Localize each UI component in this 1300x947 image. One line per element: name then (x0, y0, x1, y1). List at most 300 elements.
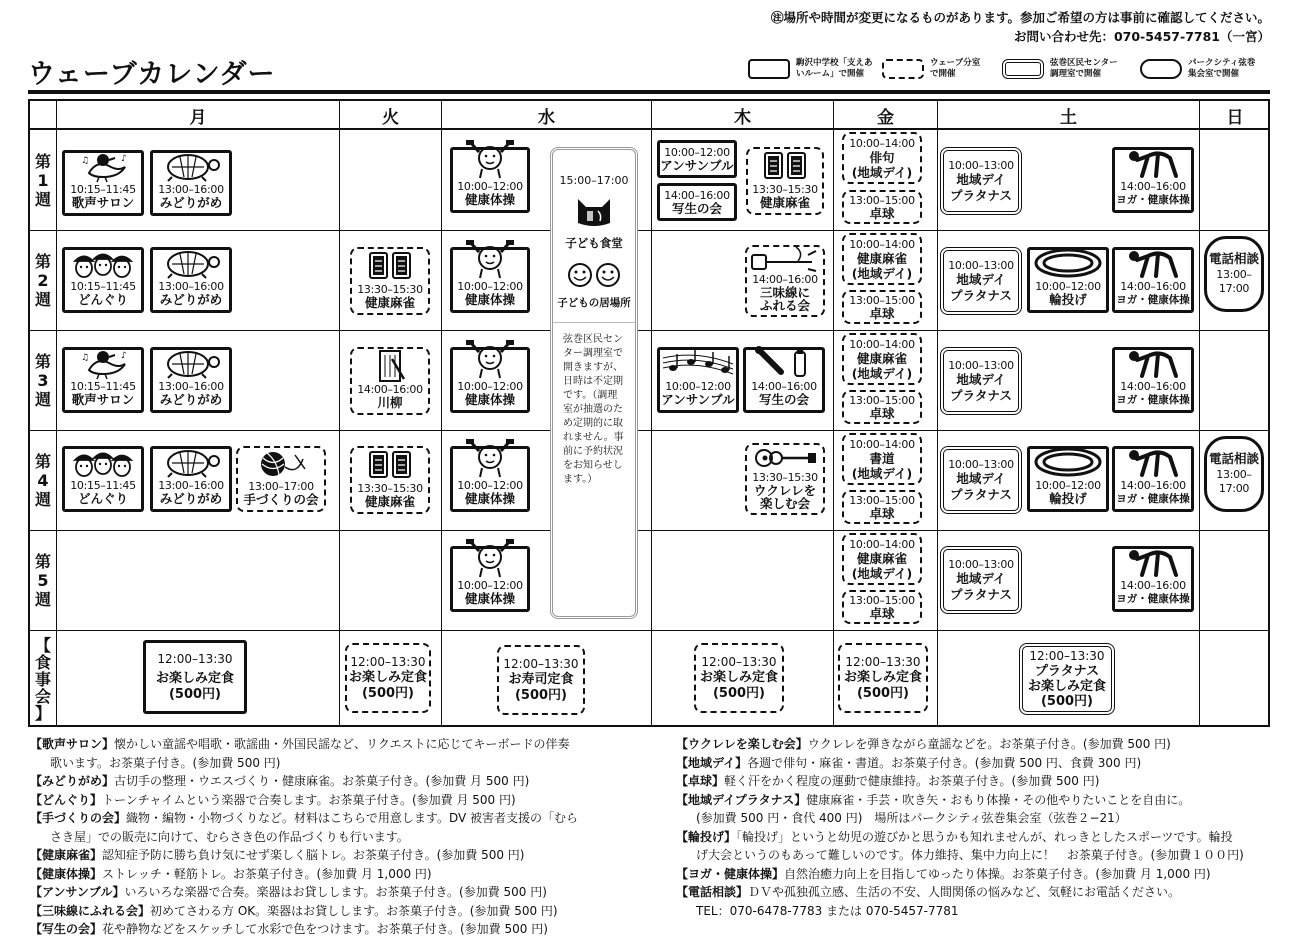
event-time: 13:00–15:00 (849, 193, 915, 207)
description-text: 歌います。お茶菓子付き。(参加費 500 円) (50, 755, 281, 770)
legend-solid (748, 58, 873, 80)
event-time: 10:00–13:00 (948, 258, 1014, 272)
week-header-1: 第 1 週 (34, 151, 51, 209)
event-takkyu[interactable] (842, 590, 922, 624)
event-platanus[interactable] (940, 247, 1022, 315)
event-donguri[interactable] (62, 446, 144, 512)
day-header-fri: 金 (877, 107, 894, 128)
svg-text:♪: ♪ (121, 154, 127, 164)
shamisen-icon (747, 243, 823, 273)
event-time: 10:00–12:00 (457, 380, 523, 393)
rings-icon (1030, 445, 1106, 479)
event-name: ヨガ・健康体操 (1116, 294, 1190, 306)
descriptions-right (676, 735, 1244, 920)
event-time: 10:00–14:00 (849, 337, 915, 351)
exercise-icon (453, 240, 527, 280)
description-row (30, 735, 578, 754)
meal-time: 12:00–13:30 (701, 654, 777, 669)
meal-thu[interactable] (694, 643, 784, 713)
event-name: 健康麻雀 (地域デイ) (851, 350, 913, 381)
event-name: 卓球 (869, 305, 895, 321)
event-name: 歌声サロン (71, 392, 135, 407)
description-text: ＤＶや孤独孤立感、生活の不安、人間関係の悩みなど、気軽にお電話ください。 (748, 885, 1181, 899)
event-time: 13:00–16:00 (158, 280, 224, 293)
turtle-icon (153, 246, 229, 280)
event-name: 電話相談 (1208, 251, 1259, 266)
event-time: 10:00–14:00 (849, 237, 915, 251)
event-name: ヨガ・健康体操 (1116, 593, 1190, 605)
event-time: 10:15–11:45 (70, 280, 136, 293)
description-row (30, 809, 578, 828)
description-text: さき屋」での販売に向けて、むらさき色の作品づくりも行います。 (50, 829, 409, 844)
description-text: 軽く汗をかく程度の運動で健康維持。お茶菓子付き。(参加費 500 円) (724, 774, 1100, 788)
event-yoga[interactable] (1112, 147, 1194, 213)
description-text: いろいろな楽器で合奏。楽器はお貸しします。お茶菓子付き。(参加費 500 円) (124, 885, 547, 899)
event-shodo[interactable] (842, 433, 922, 485)
event-name: 写生の会 (671, 200, 722, 216)
event-time: 13:00–15:00 (849, 393, 915, 407)
event-name: 川柳 (377, 395, 403, 410)
event-name: みどりがめ (159, 392, 223, 407)
event-time: 10:00–13:00 (948, 158, 1014, 172)
kodomo-time: 15:00–17:00 (559, 174, 629, 187)
description-label: 【手づくりの会】 (30, 811, 127, 825)
event-wanage[interactable] (1027, 446, 1109, 512)
description-label: 【卓球】 (676, 774, 725, 788)
grid-line (1199, 101, 1200, 725)
description-row (30, 846, 578, 865)
event-time: 13:30–15:30 (752, 471, 818, 484)
event-mahjong[interactable] (746, 147, 824, 215)
description-text: ウクレレを弾きながら童謡などを。お茶菓子付き。(参加費 500 円) (807, 737, 1171, 751)
description-text: 認知症予防に勝ち負け気にせず楽しく脳トレ。お茶菓子付き。(参加費 500 円) (102, 848, 525, 862)
event-name: 健康体操 (464, 591, 515, 606)
description-row (676, 735, 1244, 754)
meal-time: 12:00–13:30 (157, 651, 233, 666)
event-name: ヨガ・健康体操 (1116, 493, 1190, 505)
turtle-icon (153, 445, 229, 479)
event-name: みどりがめ (159, 195, 223, 210)
event-wanage[interactable] (1027, 247, 1109, 313)
legend-dash-label: ウェーブ分室 で開催 (930, 58, 981, 79)
description-text: 織物・編物・小物づくりなど。材料はこちらで用意します。DV 被害者支援の「むら (126, 811, 578, 825)
event-time: 13:00– 17:00 (1216, 468, 1252, 495)
description-row (676, 846, 1244, 865)
event-yoga[interactable] (1112, 347, 1194, 413)
event-time: 13:00–16:00 (158, 479, 224, 492)
event-kasei-salon[interactable] (62, 150, 144, 216)
description-text: ストレッチ・軽筋トレ。お茶菓子付き。(参加費 月 1,000 円) (102, 866, 432, 881)
event-time: 13:00–16:00 (158, 380, 224, 393)
description-row (30, 902, 578, 921)
event-time: 10:00–13:00 (948, 457, 1014, 471)
description-label: 【三味線にふれる会】 (30, 903, 151, 918)
event-time: 10:00–14:00 (849, 437, 915, 451)
meal-name: お楽しみ定食 (500円) (348, 669, 427, 701)
yoga-icon (1115, 346, 1191, 380)
event-name: アンサンブル (660, 157, 734, 173)
grid-line (833, 101, 834, 725)
event-name: 電話相談 (1208, 451, 1259, 466)
event-taiso[interactable] (450, 446, 530, 512)
event-platanus[interactable] (940, 546, 1022, 614)
day-header-wed: 水 (538, 107, 555, 128)
day-header-sat: 土 (1060, 107, 1077, 128)
legend-solid-swatch (748, 59, 790, 79)
description-row (676, 754, 1244, 773)
description-label: 【写生の会】 (30, 922, 103, 936)
meal-time: 12:00–13:30 (845, 654, 921, 669)
bird-icon (65, 346, 141, 380)
event-name: 健康体操 (464, 192, 515, 207)
description-text: 各週で俳句・麻雀・書道。お茶菓子付き。(参加費 500 円、食費 300 円) (747, 755, 1142, 770)
event-time: 13:30–15:30 (752, 183, 818, 196)
description-label: 【アンサンブル】 (30, 885, 125, 899)
event-time: 14:00–16:00 (357, 383, 423, 396)
description-row (30, 920, 578, 939)
event-time: 10:00–12:00 (1035, 280, 1101, 293)
event-time: 14:00–16:00 (1120, 180, 1186, 193)
event-midorigame[interactable] (150, 247, 232, 313)
event-time: 10:15–11:45 (70, 479, 136, 492)
event-taiso[interactable] (450, 546, 530, 612)
description-row (676, 791, 1244, 810)
yoga-icon (1115, 445, 1191, 479)
event-time: 10:00–14:00 (849, 136, 915, 150)
acorn-icon (65, 445, 141, 479)
svg-text:♫: ♫ (81, 156, 90, 166)
description-text: げ大会というのもあって難しいのです。体力維持、集中力向上に！ お茶菓子付き。(参加費１００円) (696, 848, 1244, 862)
event-time: 13:00–15:00 (849, 293, 915, 307)
description-row (30, 772, 578, 791)
event-shamisen[interactable] (745, 245, 825, 317)
cat-icon (574, 193, 614, 231)
event-midorigame[interactable] (150, 347, 232, 413)
event-time: 14:00–16:00 (752, 273, 818, 286)
event-time: 10:00–12:00 (1035, 479, 1101, 492)
notice (771, 8, 1270, 46)
event-name: ヨガ・健康体操 (1116, 194, 1190, 206)
event-name: 健康麻雀 (759, 195, 810, 210)
meal-name: お楽しみ定食 (500円) (155, 670, 234, 702)
event-takkyu[interactable] (842, 290, 922, 324)
description-row (30, 883, 578, 902)
event-name: 卓球 (869, 205, 895, 221)
event-mahjong-chiiki[interactable] (842, 333, 922, 385)
meal-time: 12:00–13:30 (1029, 649, 1105, 663)
smile-icon (566, 261, 622, 293)
event-name: 健康麻雀 (地域デイ) (851, 250, 913, 281)
contact-line: お問い合わせ先：070-5457-7781（一宮） (1013, 29, 1270, 44)
event-name: 健康麻雀 (地域デイ) (851, 550, 913, 581)
kodomo-shokudo-panel[interactable] (550, 147, 638, 619)
description-label: 【ウクレレを楽しむ会】 (676, 737, 808, 751)
event-time: 13:00–17:00 (248, 480, 314, 493)
grid-line (339, 101, 340, 725)
event-mahjong[interactable] (350, 247, 430, 315)
mahjong-icon (352, 249, 428, 283)
event-time: 13:30–15:30 (357, 283, 423, 296)
event-time: 10:00–12:00 (664, 145, 730, 159)
description-text: 花や静物などをスケッチして水彩で色をつけます。お茶菓子付き。(参加費 500 円) (102, 922, 548, 936)
description-label: 【健康体操】 (30, 866, 103, 881)
event-midorigame[interactable] (150, 150, 232, 216)
exercise-icon (453, 140, 527, 180)
description-row (676, 772, 1244, 791)
meal-name: プラタナス お楽しみ定食 (500円) (1027, 664, 1106, 709)
event-name: アンサンブル (661, 392, 735, 407)
event-name: 輪投げ (1049, 292, 1087, 307)
event-name: 書道 (地域デイ) (851, 450, 913, 481)
event-yoga[interactable] (1112, 247, 1194, 313)
event-name: 地域デイ プラタナス (950, 371, 1012, 403)
event-name: 健康麻雀 (364, 295, 415, 310)
grid-line (30, 630, 1268, 631)
event-time: 10:00–12:00 (457, 180, 523, 193)
acorn-icon (65, 246, 141, 280)
legend-round-swatch (1140, 59, 1182, 79)
grid-line (30, 230, 1268, 231)
event-time: 10:00–12:00 (665, 380, 731, 393)
week-header-5: 第 5 週 (34, 552, 51, 609)
turtle-icon (153, 346, 229, 380)
event-shasei[interactable] (743, 347, 825, 413)
exercise-icon (453, 439, 527, 479)
description-label: 【地域デイプラタナス】 (676, 792, 807, 807)
event-takkyu[interactable] (842, 490, 922, 524)
event-time: 10:15–11:45 (70, 380, 136, 393)
description-row (676, 828, 1244, 847)
event-time: 13:00–15:00 (849, 493, 915, 507)
event-name: 健康体操 (464, 491, 515, 506)
description-label: 【電話相談】 (676, 885, 749, 899)
description-row (676, 902, 1244, 921)
event-platanus[interactable] (940, 446, 1022, 514)
event-name: ヨガ・健康体操 (1116, 394, 1190, 406)
event-time: 10:00–13:00 (948, 358, 1014, 372)
description-label: 【どんぐり】 (30, 792, 103, 807)
event-name: 三味線に ふれる会 (759, 285, 810, 313)
description-row (30, 828, 578, 847)
event-name: どんぐり (77, 491, 128, 506)
title-underline (28, 90, 1270, 94)
legend-round (1140, 58, 1255, 80)
grid-line (937, 101, 938, 725)
grid-line (30, 530, 1268, 531)
event-donguri[interactable] (62, 247, 144, 313)
meal-time: 12:00–13:30 (503, 656, 579, 671)
description-text: 「輪投げ」というと幼児の遊びかと思うかも知れませんが、れっきとしたスポーツです。輪投 (736, 829, 1233, 844)
event-time: 14:00–16:00 (664, 188, 730, 202)
music-notes-icon (660, 350, 736, 380)
event-haiku[interactable] (842, 132, 922, 184)
grid-line (651, 101, 652, 725)
meal-name: お楽しみ定食 (500円) (843, 669, 922, 701)
rings-icon (1030, 246, 1106, 280)
event-taiso[interactable] (450, 147, 530, 213)
event-ensemble[interactable] (657, 140, 737, 178)
event-name: 地域デイ プラタナス (950, 470, 1012, 502)
event-time: 10:00–12:00 (457, 479, 523, 492)
day-header-mon: 月 (189, 107, 207, 128)
event-time: 14:00–16:00 (1120, 579, 1186, 592)
meal-name: お寿司定食 (500円) (508, 671, 574, 703)
day-header-sun: 日 (1226, 107, 1244, 128)
legend-double-label: 弦巻区民センター 調理室で開催 (1050, 58, 1118, 79)
bird-icon (65, 149, 141, 183)
event-takkyu[interactable] (842, 390, 922, 424)
turtle-icon (153, 149, 229, 183)
yoga-icon (1115, 246, 1191, 280)
grid-line (30, 430, 1268, 431)
event-denwa[interactable] (1204, 236, 1264, 312)
event-time: 14:00–16:00 (1120, 479, 1186, 492)
description-label: 【歌声サロン】 (30, 737, 115, 751)
event-name: みどりがめ (159, 292, 223, 307)
event-name: どんぐり (77, 292, 128, 307)
meal-wed[interactable] (497, 645, 585, 715)
event-time: 13:30–15:30 (357, 482, 423, 495)
event-name: 歌声サロン (71, 195, 135, 210)
event-time: 13:00–15:00 (849, 593, 915, 607)
event-name: ウクレレを 楽しむ会 (753, 483, 817, 511)
description-label: 【ヨガ・健康体操】 (676, 866, 785, 881)
event-platanus[interactable] (940, 347, 1022, 415)
event-ensemble[interactable] (657, 347, 739, 413)
mahjong-icon (352, 448, 428, 482)
event-name: 地域デイ プラタナス (950, 570, 1012, 602)
description-text: 懐かしい童謡や唱歌・歌謡曲・外国民謡など、リクエストに応じてキーボードの伴奏 (114, 737, 570, 751)
legend-dash (882, 58, 980, 80)
event-denwa[interactable] (1204, 436, 1264, 512)
event-senryu[interactable] (350, 347, 430, 415)
event-shasei[interactable] (657, 183, 737, 221)
event-name: 輪投げ (1049, 491, 1087, 506)
descriptions-left (30, 735, 578, 939)
day-header-tue: 火 (382, 107, 399, 128)
day-header-thu: 木 (734, 107, 751, 128)
mahjong-icon (748, 149, 822, 183)
description-label: 【健康麻雀】 (30, 848, 103, 862)
meal-name: お楽しみ定食 (500円) (699, 669, 778, 701)
yoga-icon (1115, 146, 1191, 180)
event-taiso[interactable] (450, 347, 530, 413)
exercise-icon (453, 539, 527, 579)
event-name: 写生の会 (758, 392, 809, 407)
week-header-2: 第 2 週 (34, 252, 51, 309)
grid-line (56, 101, 57, 725)
legend-double (1002, 58, 1118, 80)
event-time: 10:00–12:00 (457, 280, 523, 293)
event-name: 卓球 (869, 505, 895, 521)
event-takkyu[interactable] (842, 190, 922, 224)
event-tezukuri[interactable] (236, 446, 326, 512)
event-name: 健康麻雀 (364, 494, 415, 509)
description-row (30, 754, 578, 773)
grid-line (441, 101, 442, 725)
description-text: TEL：070-6478-7783 または 070-5457-7781 (696, 903, 959, 918)
notice-line-1: ㊟場所や時間が変更になるものがあります。参加ご希望の方は事前に確認してください。 (770, 10, 1270, 25)
legend-double-swatch (1002, 59, 1044, 79)
event-name: みどりがめ (159, 491, 223, 506)
svg-text:♫: ♫ (81, 353, 90, 363)
event-mahjong-chiiki[interactable] (842, 233, 922, 285)
event-mahjong-chiiki[interactable] (842, 533, 922, 585)
ukulele-icon (747, 441, 823, 471)
event-yoga[interactable] (1112, 446, 1194, 512)
event-name: 地域デイ プラタナス (950, 271, 1012, 303)
kodomo-name-2: 子どもの居場所 (557, 297, 631, 309)
event-name: 手づくりの会 (243, 492, 319, 507)
meal-time: 12:00–13:30 (350, 654, 426, 669)
event-time: 10:00–13:00 (948, 557, 1014, 571)
grid-line (30, 330, 1268, 331)
meal-mon[interactable] (143, 640, 247, 714)
event-name: 卓球 (869, 605, 895, 621)
week-header-3: 第 3 週 (34, 352, 51, 409)
yoga-icon (1115, 545, 1191, 579)
event-name: 健康体操 (464, 292, 515, 307)
poem-card-icon (352, 349, 428, 383)
description-label: 【輪投げ】 (676, 829, 737, 844)
event-time: 14:00–16:00 (1120, 280, 1186, 293)
event-name: 卓球 (869, 405, 895, 421)
event-mahjong[interactable] (350, 446, 430, 514)
description-text: 健康麻雀・手芸・吹き矢・おもり体操・その他やりたいことを自由に。 (806, 792, 1191, 807)
event-ukulele[interactable] (745, 443, 825, 515)
legend-dash-swatch (882, 59, 924, 79)
paintbrush-icon (746, 346, 822, 380)
description-label: 【地域デイ】 (676, 755, 748, 770)
description-text: トーンチャイムという楽器で合奏します。お茶菓子付き。(参加費 月 500 円) (102, 792, 516, 807)
description-row (676, 809, 1244, 828)
description-row (676, 865, 1244, 884)
event-yoga[interactable] (1112, 546, 1194, 612)
legend-round-label: パークシティ弦巻 集会室で開催 (1188, 58, 1256, 79)
event-platanus[interactable] (940, 147, 1022, 215)
description-label: 【みどりがめ】 (30, 774, 115, 788)
event-name: 俳句 (地域デイ) (851, 149, 913, 180)
event-midorigame[interactable] (150, 446, 232, 512)
week-header-4: 第 4 週 (34, 452, 51, 509)
description-row (676, 883, 1244, 902)
svg-text:♪: ♪ (121, 351, 127, 361)
meal-fri[interactable] (838, 643, 928, 713)
description-text: 自然治癒力向上を目指してゆったり体操。お茶菓子付き。(参加費 月 1,000 円) (784, 866, 1211, 881)
kodomo-description: 弦巻区民センター調理室で開きますが、日時は不定期です。（調理室が抽選のため定期的に取れません。事前に予約状況をお知らせします。） (563, 334, 624, 485)
event-name: 健康体操 (464, 392, 515, 407)
description-text: 古切手の整理・ウエスづくり・健康麻雀。お茶菓子付き。(参加費 月 500 円) (114, 774, 530, 788)
event-kasei-salon[interactable] (62, 347, 144, 413)
event-time: 10:00–12:00 (457, 579, 523, 592)
exercise-icon (453, 340, 527, 380)
page-title: ウェーブカレンダー (28, 59, 276, 90)
event-time: 14:00–16:00 (751, 380, 817, 393)
meal-tue[interactable] (345, 643, 431, 713)
event-time: 14:00–16:00 (1120, 380, 1186, 393)
event-taiso[interactable] (450, 247, 530, 313)
description-text: 初めてさわる方 OK。楽器はお貸しします。お茶菓子付き。(参加費 500 円) (150, 903, 558, 918)
event-time: 10:15–11:45 (70, 183, 136, 196)
event-time: 13:00–16:00 (158, 183, 224, 196)
week-header-meal: 【 食 事 会 】 (34, 635, 51, 723)
description-text: (参加費 500 円・食代 400 円) 場所はパークシティ弦巻集会室（弦巻２−21） (696, 811, 1127, 825)
meal-sat[interactable] (1019, 643, 1115, 715)
description-row (30, 791, 578, 810)
kodomo-name-1: 子ども食堂 (565, 236, 623, 250)
yarn-icon (238, 448, 324, 480)
event-time: 13:00– 17:00 (1216, 268, 1252, 295)
